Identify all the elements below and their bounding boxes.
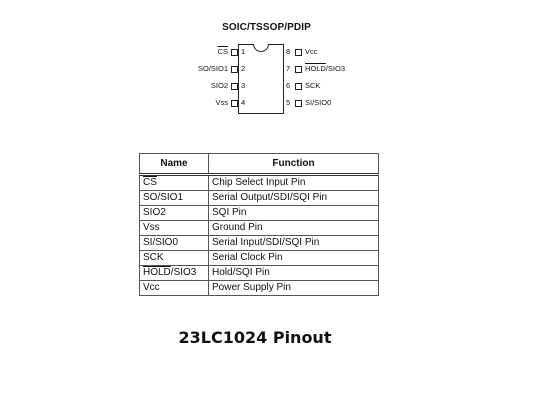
pin-8-box [295, 49, 302, 56]
pin-6-number: 6 [286, 81, 291, 90]
table-row [140, 236, 379, 251]
pin-name-cell: SO/SIO1 [140, 191, 209, 206]
pin-name-rest: /SIO3 [170, 267, 197, 278]
pin-name-overline-part: HOLD [143, 267, 171, 278]
pin-function-cell: Serial Input/SDI/SQI Pin [209, 236, 379, 251]
pin-function-cell: Chip Select Input Pin [209, 175, 379, 191]
pin-name-cell [140, 175, 209, 191]
pin-function-cell: Serial Output/SDI/SQI Pin [209, 191, 379, 206]
pin-8-label: Vcc [305, 47, 318, 56]
pin-1-box [231, 49, 238, 56]
pin-function-cell: Ground Pin [209, 221, 379, 236]
table-row [140, 191, 379, 206]
pin-5-number: 5 [286, 98, 291, 107]
table-row [140, 206, 379, 221]
table-header-row [140, 154, 379, 175]
pin-name-cell: Vss [140, 221, 209, 236]
pin-7-number: 7 [286, 64, 291, 73]
table-row [140, 251, 379, 266]
pin-3-number: 3 [241, 81, 246, 90]
pin-function-cell: Hold/SQI Pin [209, 266, 379, 281]
pin-6-label: SCK [305, 81, 321, 90]
chip-notch [253, 44, 269, 52]
pin-1-number: 1 [241, 47, 246, 56]
pin-7-label-overline: HOLD [305, 64, 326, 73]
table-row [140, 221, 379, 236]
pin-3-label: SIO2 [210, 81, 228, 90]
pin-1-label: $\overline{CS}$ [217, 47, 228, 56]
package-title: SOIC/TSSOP/PDIP [222, 22, 311, 33]
pin-function-cell: Serial Clock Pin [209, 251, 379, 266]
pin-4-number: 4 [241, 98, 246, 107]
pin-2-box [231, 66, 238, 73]
header-function: Function [209, 154, 379, 175]
header-name: Name [140, 154, 209, 175]
pin-name-cell [140, 266, 209, 281]
pinout-table [139, 153, 379, 296]
pin-7-label-rest: /SIO3 [325, 64, 346, 73]
pin-8-number: 8 [286, 47, 291, 56]
pin-5-box [295, 100, 302, 107]
pin-4-box [231, 100, 238, 107]
pin-7-label [305, 64, 345, 74]
table-row [140, 175, 379, 191]
pin-5-label: SI/SIO0 [305, 98, 332, 107]
pin-name-cell: SCK [140, 251, 209, 266]
pin-3-box [231, 83, 238, 90]
pin-name-cell: SIO2 [140, 206, 209, 221]
table-row [140, 266, 379, 281]
pin-6-box [295, 83, 302, 90]
pin-name-cell: Vcc [140, 281, 209, 296]
table-row [140, 281, 379, 296]
pin-function-cell: SQI Pin [209, 206, 379, 221]
pin-name-text: $\overline{CS}$ [143, 177, 157, 188]
pin-7-box [295, 66, 302, 73]
caption: 23LC1024 Pinout [178, 328, 332, 347]
pin-function-cell: Power Supply Pin [209, 281, 379, 296]
pin-2-number: 2 [241, 64, 246, 73]
pin-4-label: Vss [215, 98, 228, 107]
pin-name-cell: SI/SIO0 [140, 236, 209, 251]
pin-2-label: SO/SIO1 [197, 64, 228, 73]
